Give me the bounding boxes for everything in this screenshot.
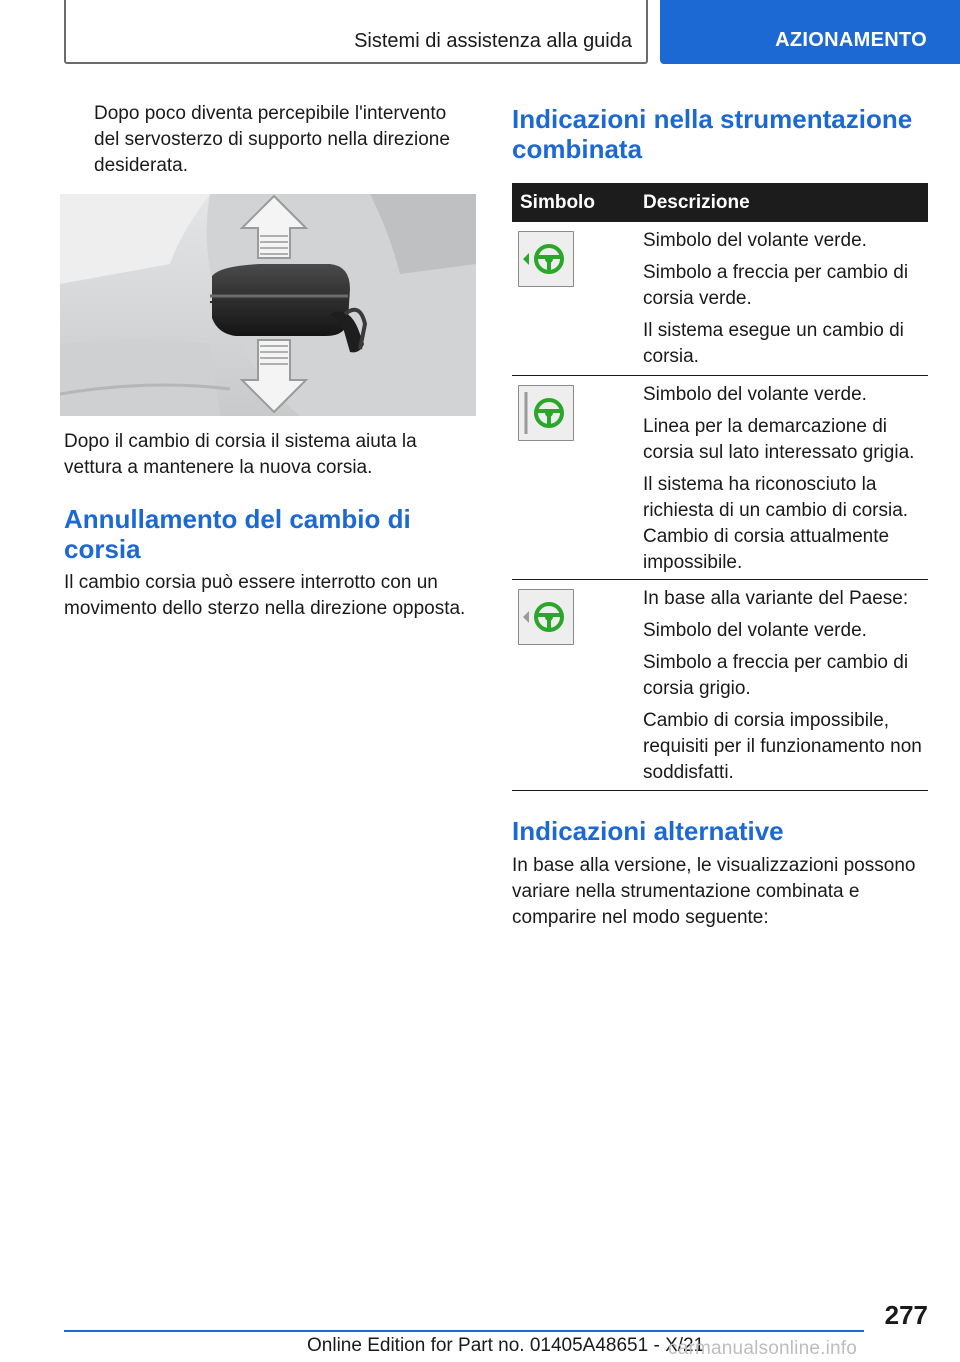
row2-line2: Linea per la demarcazione di corsia sul lato interessato grigia. xyxy=(643,416,915,463)
row3-line4: Cambio di corsia impossibile, requisiti per il funzionamento non soddisfatti. xyxy=(643,710,922,783)
row1-line1: Simbolo del volante verde. xyxy=(643,230,867,251)
intro-paragraph: Dopo poco diventa percepibile l'intervento del servosterzo di supporto nella direzione desiderata. xyxy=(94,103,450,176)
after-image-paragraph: Dopo il cambio di corsia il sistema aiuta la vettura a mantenere la nuova corsia. xyxy=(64,431,417,478)
row3-line3: Simbolo a freccia per cambio di corsia grigio. xyxy=(643,652,909,699)
page-number: 277 xyxy=(884,1300,928,1330)
cancel-heading: Annullamento del cambio di corsia xyxy=(64,504,411,564)
alternative-heading: Indicazioni alternative xyxy=(512,816,784,846)
green-steering-wheel-with-grey-lane-line-icon xyxy=(518,385,574,441)
row1-line3: Il sistema esegue un cambio di corsia. xyxy=(643,320,904,367)
row2-line1: Simbolo del volante verde. xyxy=(643,384,867,405)
chapter-title: Sistemi di assistenza alla guida xyxy=(354,30,632,52)
display-heading: Indicazioni nella strumentazione combinata xyxy=(512,104,913,164)
table-header-row xyxy=(512,183,928,222)
row1-line2: Simbolo a freccia per cambio di corsia verde. xyxy=(643,262,909,309)
edition-text: Online Edition for Part no. 01405A48651 - X/21 xyxy=(307,1335,705,1356)
table-row xyxy=(512,376,928,580)
alternative-paragraph: In base alla versione, le visualizzazioni possono variare nella strumentazione combinata e comparire nel modo seguente: xyxy=(512,855,916,928)
row3-line1: In base alla variante del Paese: xyxy=(643,588,909,609)
table-row xyxy=(512,222,928,376)
header-frame xyxy=(64,0,648,64)
watermark: carmanualsonline.info xyxy=(668,1338,858,1359)
column-header-symbol: Simbolo xyxy=(520,192,595,213)
steering-column-stalk-illustration xyxy=(60,194,476,416)
footer-rule xyxy=(64,1330,864,1332)
symbol-table xyxy=(512,183,928,791)
cancel-paragraph: Il cambio corsia può essere interrotto con un movimento dello sterzo nella direzione opposta. xyxy=(64,572,466,619)
section-tab xyxy=(660,0,960,64)
row2-line3: Il sistema ha riconosciuto la richiesta di un cambio di corsia. Cambio di corsia attualmente impossibile. xyxy=(643,474,909,573)
row3-line2: Simbolo del volante verde. xyxy=(643,620,867,641)
section-tab-label: AZIONAMENTO xyxy=(775,29,927,51)
column-header-description: Descrizione xyxy=(643,192,750,213)
table-row xyxy=(512,580,928,791)
green-steering-wheel-with-left-arrow-icon xyxy=(518,231,574,287)
green-steering-wheel-with-grey-arrow-icon xyxy=(518,589,574,645)
